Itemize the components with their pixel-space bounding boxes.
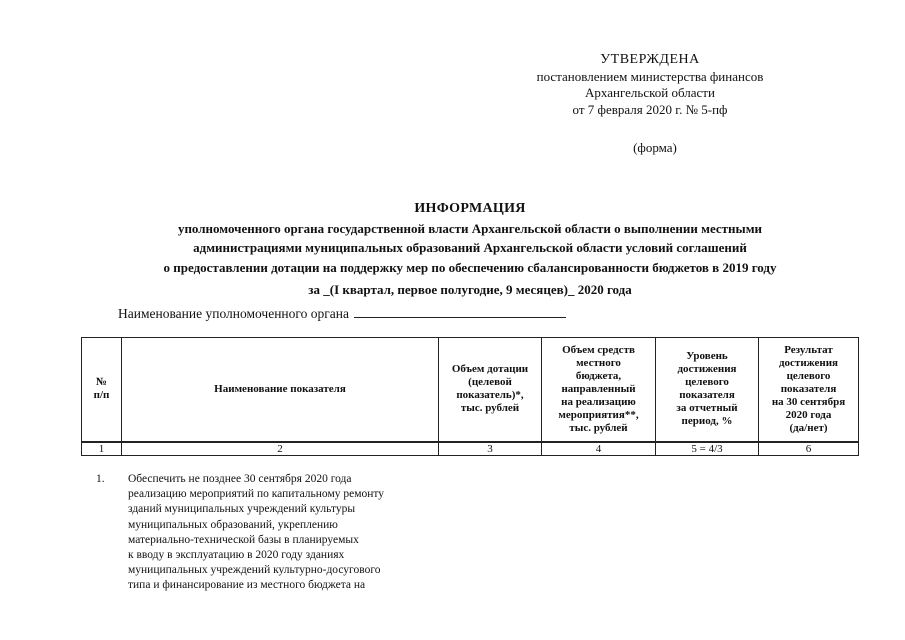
header-cell-achievement-level: Уровень достижения целевого показателя за отчетный период, % bbox=[656, 338, 759, 442]
organ-name-label: Наименование уполномоченного органа bbox=[118, 306, 349, 321]
column-number: 1 bbox=[82, 442, 122, 456]
table-header-row bbox=[82, 338, 859, 442]
column-number: 3 bbox=[439, 442, 542, 456]
row-text-line: материально-технической базы в планируемых bbox=[128, 533, 359, 546]
column-number: 2 bbox=[122, 442, 439, 456]
header-cell-subsidy-volume: Объем дотации (целевой показатель)*, тыс. рублей bbox=[439, 338, 542, 442]
header-cell-indicator-name: Наименование показателя bbox=[122, 338, 439, 442]
row-text-line: к вводу в эксплуатацию в 2020 году зданиях bbox=[128, 549, 345, 562]
column-number: 4 bbox=[542, 442, 656, 456]
header-cell-number: № п/п bbox=[82, 338, 122, 442]
approval-line: Архангельской области bbox=[585, 85, 715, 100]
row-text-line: муниципальных учреждений культурно-досугового bbox=[128, 564, 381, 577]
column-number-row bbox=[82, 442, 859, 456]
row-indicator-text bbox=[128, 472, 428, 594]
approval-title: УТВЕРЖДЕНА bbox=[600, 52, 700, 67]
organ-name-field bbox=[118, 304, 566, 322]
row-number: 1. bbox=[96, 473, 105, 485]
column-number: 5 = 4/3 bbox=[656, 442, 759, 456]
reporting-period: за _(I квартал, первое полугодие, 9 месяцев)_ 2020 года bbox=[308, 282, 632, 297]
document-title: ИНФОРМАЦИЯ bbox=[414, 201, 526, 216]
row-text-line: типа и финансирование из местного бюджета на bbox=[128, 579, 366, 592]
approval-line: постановлением министерства финансов bbox=[536, 68, 764, 84]
document-heading bbox=[90, 199, 850, 300]
column-number: 6 bbox=[759, 442, 859, 456]
form-note: (форма) bbox=[633, 140, 677, 155]
row-text-line: зданий муниципальных учреждений культуры bbox=[128, 503, 356, 516]
heading-line: уполномоченного органа государственной власти Архангельской области о выполнении местными bbox=[177, 220, 763, 236]
organ-name-blank-line bbox=[354, 304, 566, 318]
header-cell-result: Результат достижения целевого показателя на 30 сентября 2020 года (да/нет) bbox=[759, 338, 859, 442]
row-text-line: муниципальных образований, укреплению bbox=[128, 518, 338, 531]
heading-line: администрациями муниципальных образований Архангельской области условий соглашений bbox=[193, 240, 747, 255]
approval-stamp bbox=[500, 52, 800, 118]
heading-line: о предоставлении дотации на поддержку мер по обеспечению сбалансированности бюджетов в 2019 году bbox=[163, 259, 777, 275]
approval-line: от 7 февраля 2020 г. № 5-пф bbox=[572, 101, 728, 117]
row-text-line: реализацию мероприятий по капитальному ремонту bbox=[128, 488, 385, 501]
header-cell-local-budget: Объем средств местного бюджета, направленный на реализацию мероприятия**, тыс. рублей bbox=[542, 338, 656, 442]
indicators-table bbox=[81, 337, 859, 456]
row-text-line: Обеспечить не позднее 30 сентября 2020 года bbox=[128, 473, 352, 485]
